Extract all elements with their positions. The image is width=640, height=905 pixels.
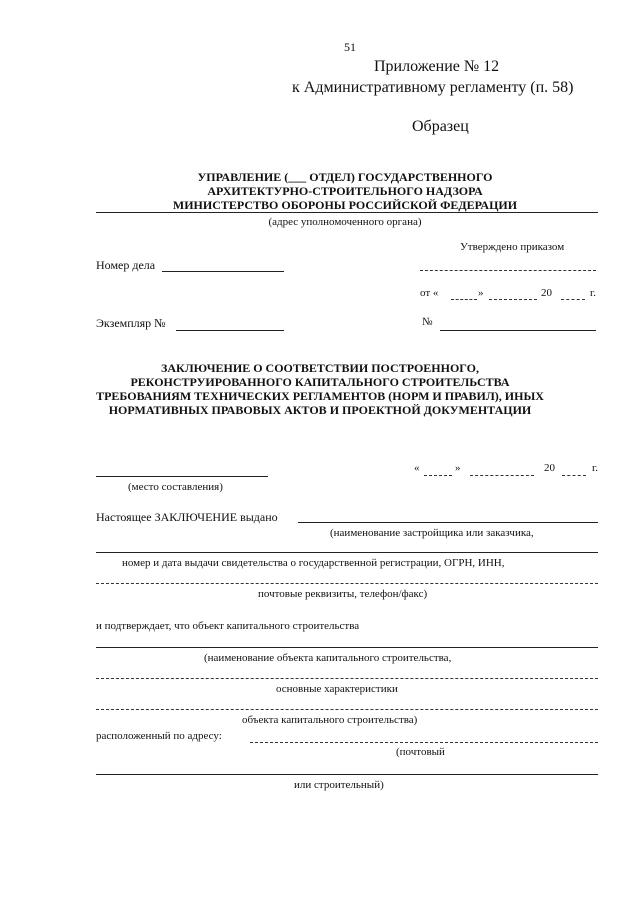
caption-characteristics: основные характеристики (276, 683, 398, 695)
approved-day-field[interactable] (451, 299, 477, 300)
authority-line-2: АРХИТЕКТУРНО-СТРОИТЕЛЬНОГО НАДЗОРА (207, 184, 483, 198)
place-date-open: « (414, 462, 420, 474)
caption-object-end: объекта капитального строительства) (242, 714, 418, 726)
object-details-field[interactable] (96, 709, 598, 710)
approved-number-field[interactable] (440, 330, 596, 331)
caption-developer: (наименование застройщика или заказчика, (330, 527, 534, 539)
place-year-field[interactable] (562, 475, 586, 476)
caption-contacts: почтовые реквизиты, телефон/факс) (258, 588, 428, 600)
place-month-field[interactable] (470, 475, 534, 476)
object-name-field[interactable] (96, 647, 598, 648)
caption-object-name: (наименование объекта капитального строительства, (204, 652, 452, 664)
approved-year-prefix: 20 (541, 287, 552, 299)
sample-label: Образец (412, 118, 469, 135)
place-caption: (место составления) (128, 481, 223, 493)
copy-label: Экземпляр № (96, 316, 166, 330)
located-label: расположенный по адресу: (96, 730, 222, 742)
case-number-label: Номер дела (96, 258, 156, 272)
appendix-title: Приложение № 12 (374, 58, 500, 75)
approved-order-line[interactable] (420, 270, 596, 271)
place-day-field[interactable] (424, 475, 452, 476)
authority-caption: (адрес уполномоченного органа) (268, 216, 422, 228)
title-line-2: РЕКОНСТРУИРОВАННОГО КАПИТАЛЬНОГО СТРОИТЕЛЬСТВА (130, 375, 510, 389)
issued-label: Настоящее ЗАКЛЮЧЕНИЕ выдано (96, 510, 278, 524)
place-year-suffix: г. (592, 462, 599, 474)
appendix-reference: к Административному регламенту (п. 58) (292, 79, 574, 96)
title-line-4: НОРМАТИВНЫХ ПРАВОВЫХ АКТОВ И ПРОЕКТНОЙ ДОКУМЕНТАЦИИ (108, 403, 532, 417)
authority-underline (96, 212, 598, 213)
place-year-prefix: 20 (544, 462, 555, 474)
title-line-1: ЗАКЛЮЧЕНИЕ О СООТВЕТСТВИИ ПОСТРОЕННОГО, (161, 361, 479, 375)
contacts-field[interactable] (96, 583, 598, 584)
page-number: 51 (344, 40, 356, 54)
copy-number-field[interactable] (176, 330, 284, 331)
title-line-3: ТРЕБОВАНИЯМ ТЕХНИЧЕСКИХ РЕГЛАМЕНТОВ (НОРМ И ПРАВИЛ), ИНЫХ (96, 389, 544, 403)
approved-date-prefix: от « (420, 287, 439, 299)
approved-month-field[interactable] (489, 299, 537, 300)
approved-date-mid: » (478, 287, 484, 299)
approved-label: Утверждено приказом (460, 241, 565, 253)
approved-year-field[interactable] (561, 299, 585, 300)
authority-line-1: УПРАВЛЕНИЕ (___ ОТДЕЛ) ГОСУДАРСТВЕННОГО (197, 170, 493, 184)
registration-field[interactable] (96, 552, 598, 553)
characteristics-field[interactable] (96, 678, 598, 679)
caption-postal: (почтовый (396, 746, 445, 758)
place-field[interactable] (96, 476, 268, 477)
caption-registration: номер и дата выдачи свидетельства о государственной регистрации, ОГРН, ИНН, (122, 557, 505, 569)
place-date-close: » (455, 462, 461, 474)
approved-number-label: № (422, 316, 433, 328)
caption-construction: или строительный) (294, 779, 384, 791)
confirms-label: и подтверждает, что объект капитального строительства (96, 620, 360, 632)
issued-to-field[interactable] (298, 522, 598, 523)
address-field[interactable] (250, 742, 598, 743)
address-field-2[interactable] (96, 774, 598, 775)
case-number-field[interactable] (162, 271, 284, 272)
authority-line-3: МИНИСТЕРСТВО ОБОРОНЫ РОССИЙСКОЙ ФЕДЕРАЦИИ (172, 198, 518, 212)
approved-year-suffix: г. (590, 287, 597, 299)
